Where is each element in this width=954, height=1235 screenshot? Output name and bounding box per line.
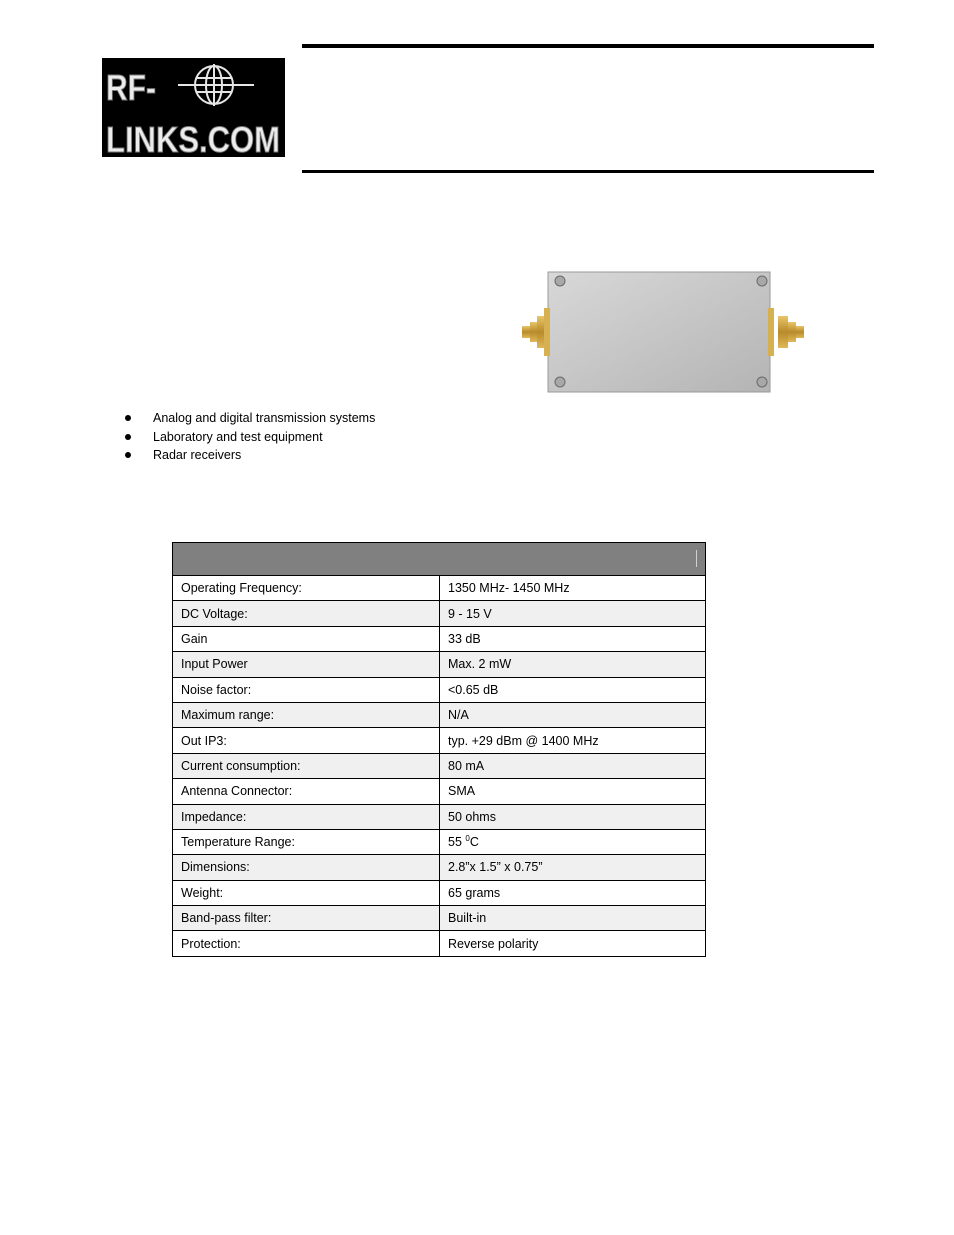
amplifier-module-photo [520,268,806,396]
table-row: Impedance: 50 ohms [173,804,706,829]
table-row: Current consumption: 80 mA [173,753,706,778]
logo-line1: RF- [106,67,156,108]
list-item: Analog and digital transmission systems [123,409,375,428]
list-item: Radar receivers [123,446,375,465]
table-row: Operating Frequency: 1350 MHz- 1450 MHz [173,576,706,601]
list-item: Laboratory and test equipment [123,428,375,447]
table-row: Noise factor: <0.65 dB [173,677,706,702]
table-row: Band-pass filter: Built-in [173,906,706,931]
bullet-icon [125,434,131,440]
header-rule-top [302,44,874,48]
table-row: Antenna Connector: SMA [173,779,706,804]
bullet-icon [125,415,131,421]
table-row: Dimensions: 2.8”x 1.5” x 0.75” [173,855,706,880]
temperature-value: 55 $^0$C [440,829,706,854]
table-row: Input Power Max. 2 mW [173,652,706,677]
table-row: Gain 33 dB [173,626,706,651]
bullet-icon [125,452,131,458]
table-header-band [173,543,706,576]
table-row: Maximum range: N/A [173,702,706,727]
table-row: Weight: 65 grams [173,880,706,905]
table-row: Temperature Range: 55 $^0$C [173,829,706,854]
applications-list [123,409,375,465]
table-row: Out IP3: typ. +29 dBm @ 1400 MHz [173,728,706,753]
table-row: Protection: Reverse polarity [173,931,706,956]
rf-links-logo [102,58,285,160]
table-row: DC Voltage: 9 - 15 V [173,601,706,626]
header-rule-bottom [302,170,874,173]
specifications-table [172,542,706,957]
logo-line2: LINKS.COM [106,119,280,160]
